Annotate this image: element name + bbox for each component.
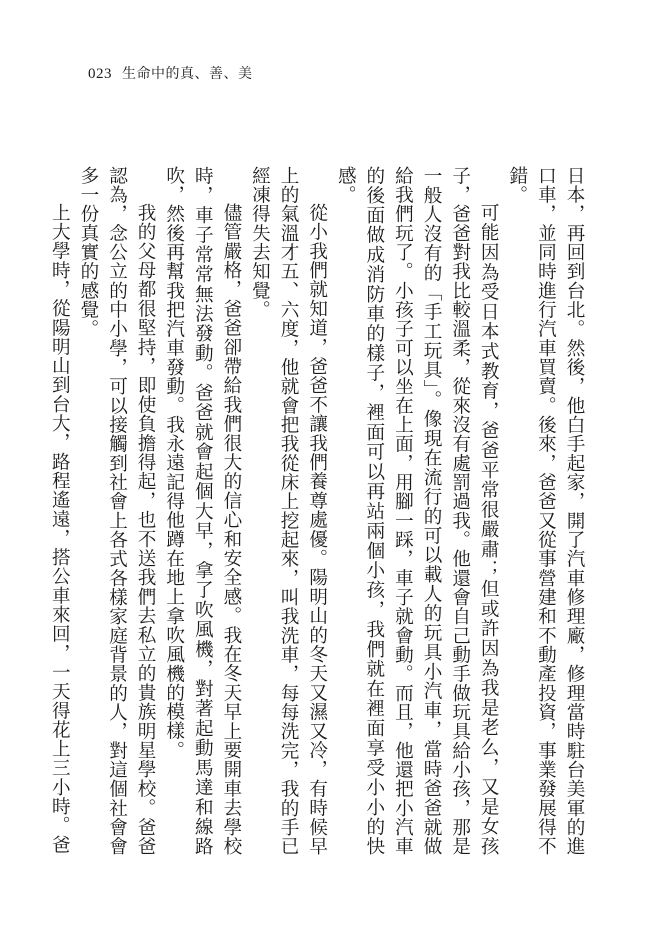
paragraph-1: 日本，再回到台北。然後，他白手起家，開了汽車修理廠，修理當時駐台美軍的進口車，並同時進行汽車買賣。後來，爸爸又從事營建和不動產投資，事業發展得不錯。 <box>506 166 585 856</box>
book-title: 生命中的真、善、美 <box>122 66 253 82</box>
paragraph-2: 可能因為受日本式教育，爸爸平常很嚴肅；但或許因為我是老么，又是女孩子，爸爸對我比較溫柔，從來沒有處罰過我。他還會自己動手做玩具給小孩，那是一般人沒有的「手工玩具」。像現在流行的可以載人的玩具小汽車，當時爸爸就做給我們玩了。小孩子可以坐在上面，用腳一踩，車子就會動。而且，他還把小汽車的後面做成消防車的樣子，裡面可以再站兩個小孩，我們就在裡面享受小小的快感。 <box>335 166 500 856</box>
paragraph-5: 我的父母都很堅持，即使負擔得起，也不送我們去私立的貴族明星學校。爸爸認為，念公立的中小學，可以接觸到社會上各式各樣家庭背景的人，對這個社會會多一份真實的感覺。 <box>77 166 157 856</box>
paragraph-4: 儘管嚴格，爸爸卻帶給我們很大的信心和安全感。我在冬天早上要開車去學校時，車子常常無法發動。爸爸就會起個大早，拿了吹風機，對著起動馬達和線路吹，然後再幫我把汽車發動。我永遠記得他蹲在地上拿吹風機的模樣。 <box>163 166 242 856</box>
paragraph-6: 上大學時，從陽明山到台大，路程遙遠，搭公車來回，一天得花上三小時。爸 <box>49 203 71 855</box>
vertical-body-text <box>49 166 588 856</box>
page-number: 023 <box>88 66 112 82</box>
running-header <box>88 63 253 83</box>
paragraph-3: 從小我們就知道，爸爸不讓我們養尊處優。陽明山的冬天又濕又冷，有時候早上的氣溫才五、六度，他就會把我從床上挖起來，叫我洗車，每每洗完，我的手已經凍得失去知覺。 <box>249 166 328 856</box>
